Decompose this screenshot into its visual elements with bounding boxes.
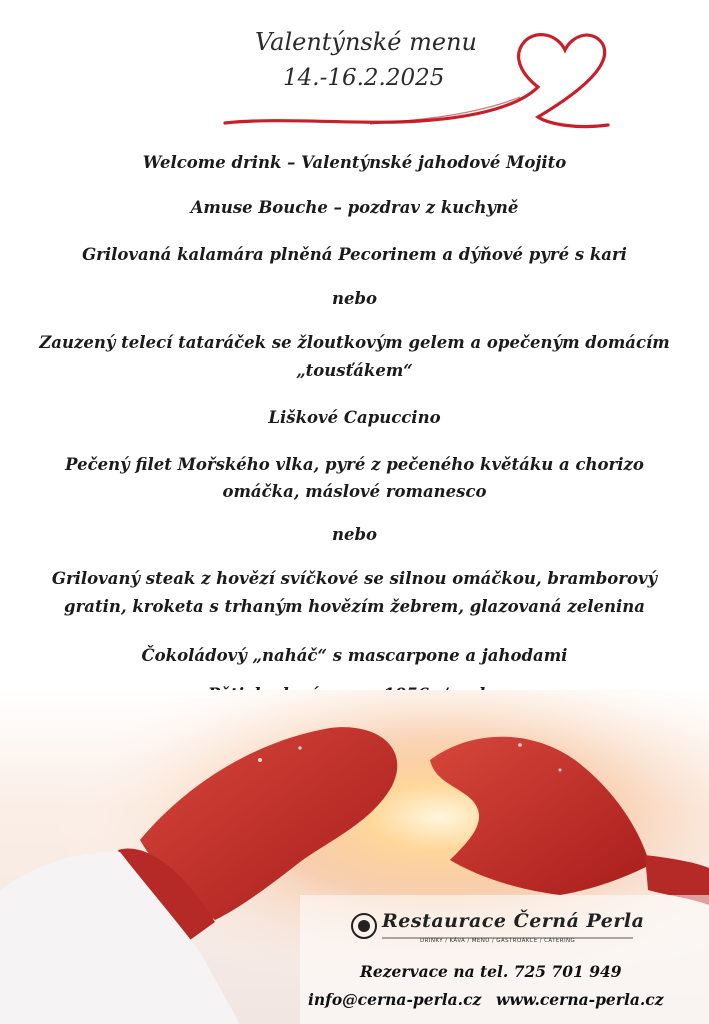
separator-or: nebo xyxy=(331,525,378,544)
course-main-option-1-cont: omáčka, máslové romanesco xyxy=(222,482,487,501)
separator-or: nebo xyxy=(331,289,378,308)
course-main-option-2: Grilovaný steak z hovězí svíčkové se silnou omáčkou, bramborový xyxy=(51,569,658,588)
restaurant-logo-name: Restaurace Černá Perla xyxy=(382,910,645,932)
course-starter-option-1: Grilovaná kalamára plněná Pecorinem a dýňové pyré s kari xyxy=(82,245,627,264)
course-starter-option-2-cont: „tousťákem“ xyxy=(296,361,413,380)
course-main-option-2-cont: gratin, kroketa s trhaným hovězím žebrem, glazovaná zelenina xyxy=(64,597,645,616)
course-main-option-1: Pečený filet Mořského vlka, pyré z pečeného květáku a chorizo xyxy=(65,455,644,474)
reservation-phone: Rezervace na tel. 725 701 949 xyxy=(360,962,622,981)
menu-date: 14.-16.2.2025 xyxy=(283,65,445,91)
website-link[interactable]: www.cerna-perla.cz xyxy=(496,990,664,1009)
course-soup: Liškové Capuccino xyxy=(268,408,441,427)
contact-email[interactable]: info@cerna-perla.cz xyxy=(308,990,482,1009)
menu-title: Valentýnské menu xyxy=(255,28,477,56)
course-dessert: Čokoládový „naháč“ s mascarpone a jahodami xyxy=(141,646,568,665)
course-welcome-drink: Welcome drink – Valentýnské jahodové Mojito xyxy=(142,153,567,172)
course-starter-option-2: Zauzený telecí tataráček se žloutkovým gelem a opečeným domácím xyxy=(39,333,670,352)
restaurant-logo-tagline: DRINKY / KÁVA / MENU / GASTROAKCE / CATERING xyxy=(420,938,576,944)
course-amuse-bouche: Amuse Bouche – pozdrav z kuchyně xyxy=(190,198,519,217)
